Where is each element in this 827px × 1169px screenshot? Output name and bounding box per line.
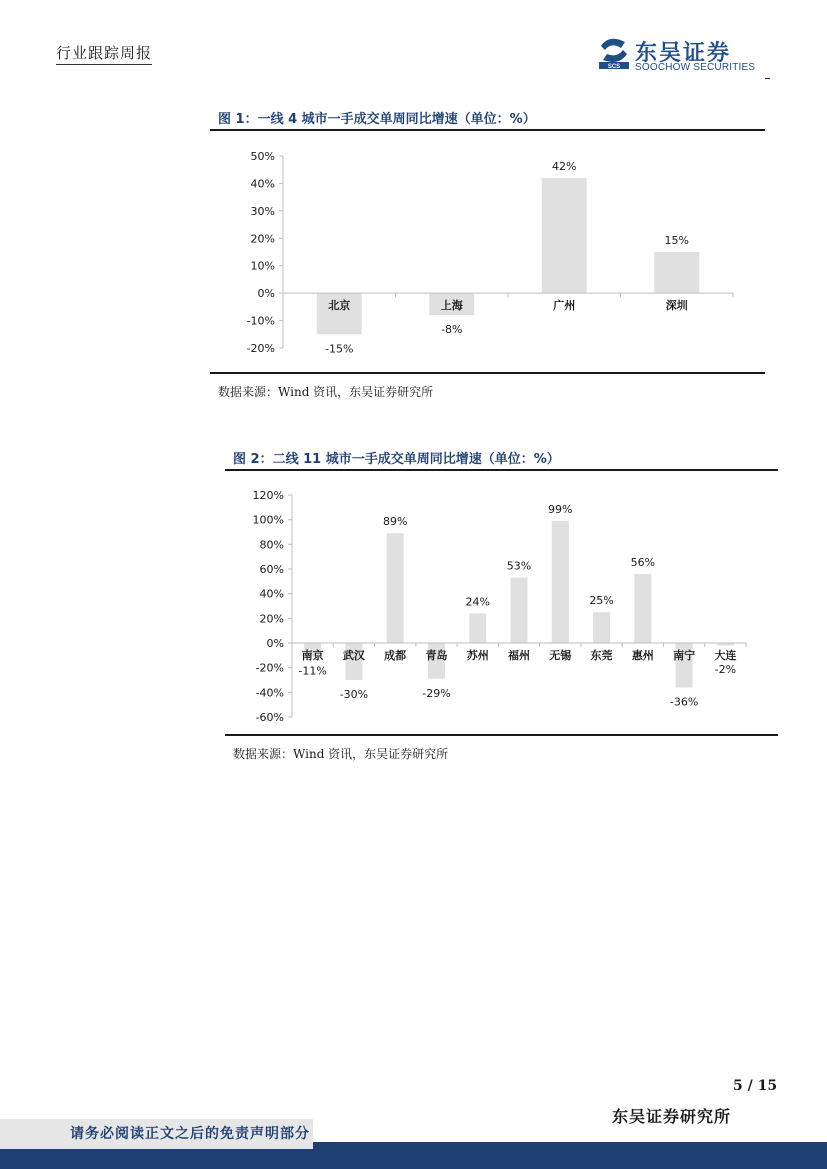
bar <box>387 533 404 643</box>
category-label: 南京 <box>301 649 324 662</box>
figure2-bar-chart <box>225 478 778 733</box>
company-logo <box>597 36 772 76</box>
footer-organization: 东吴证券研究所 <box>612 1107 732 1126</box>
figure2-top-rule <box>225 469 778 471</box>
data-label: 25% <box>589 594 614 608</box>
y-tick-label: 20% <box>259 612 284 626</box>
data-label: 99% <box>548 502 573 516</box>
y-tick-label: 10% <box>250 259 275 273</box>
data-label: 15% <box>664 234 689 247</box>
data-label: -15% <box>325 342 354 356</box>
category-label: 青岛 <box>425 649 448 662</box>
category-label: 苏州 <box>466 649 489 662</box>
category-label: 广州 <box>553 299 576 313</box>
data-label: -2% <box>714 663 737 676</box>
data-label: -8% <box>441 323 463 337</box>
figure1-title: 图 1：一线 4 城市一手成交单周同比增速（单位：%） <box>218 112 536 127</box>
disclaimer-notice: 请务必阅读正文之后的免责声明部分 <box>0 1119 313 1149</box>
y-tick-label: -10% <box>246 314 275 328</box>
figure1-top-rule <box>210 129 765 131</box>
y-tick-label: -60% <box>255 711 284 724</box>
figure2-title: 图 2：二线 11 城市一手成交单周同比增速（单位：%） <box>233 452 560 467</box>
data-label: 53% <box>506 559 532 573</box>
figure1-bar-chart <box>210 140 765 370</box>
logo-chinese-name: 东吴证券 <box>635 41 732 66</box>
category-label: 无锡 <box>549 649 572 662</box>
y-tick-label: 40% <box>250 177 275 191</box>
y-tick-label: 0% <box>266 637 284 650</box>
y-tick-label: 60% <box>259 563 284 576</box>
category-label: 武汉 <box>342 649 365 662</box>
svg-text:SCS: SCS <box>607 64 621 70</box>
category-label: 北京 <box>328 299 351 313</box>
data-label: 56% <box>630 555 656 569</box>
data-label: 89% <box>382 515 408 529</box>
y-tick-label: 0% <box>257 287 275 301</box>
y-tick-label: 50% <box>250 150 275 163</box>
y-tick-label: 40% <box>259 587 284 601</box>
y-tick-label: -20% <box>246 342 275 355</box>
bar <box>593 612 610 643</box>
logo-mark-icon <box>597 36 631 70</box>
y-tick-label: 100% <box>252 513 284 527</box>
category-label: 成都 <box>384 649 407 662</box>
y-tick-label: 30% <box>250 204 275 218</box>
category-label: 深圳 <box>665 299 688 313</box>
figure1-source: 数据来源：Wind 资讯，东吴证券研究所 <box>218 385 434 399</box>
header-mark <box>765 78 770 79</box>
bar <box>634 574 651 643</box>
bar <box>552 521 569 643</box>
bar <box>542 178 587 293</box>
category-label: 上海 <box>440 299 463 313</box>
category-label: 南宁 <box>673 649 696 662</box>
bar <box>511 578 528 643</box>
bar <box>654 252 699 293</box>
logo-english-name: SOOCHOW SECURITIES <box>635 62 756 73</box>
data-label: 24% <box>465 595 490 609</box>
figure1-bottom-rule <box>210 372 765 374</box>
figure2-bottom-rule <box>225 734 778 736</box>
y-tick-label: -20% <box>255 661 284 675</box>
data-label: 42% <box>552 159 577 173</box>
data-label: -29% <box>422 686 451 700</box>
category-label: 东莞 <box>590 649 613 662</box>
y-tick-label: 120% <box>252 489 284 502</box>
bar <box>469 613 486 643</box>
y-tick-label: -40% <box>255 686 284 700</box>
category-label: 福州 <box>508 649 530 662</box>
figure2-source: 数据来源：Wind 资讯，东吴证券研究所 <box>233 747 449 761</box>
data-label: -30% <box>339 688 369 701</box>
y-tick-label: 20% <box>250 232 275 246</box>
data-label: -11% <box>298 664 327 678</box>
report-type-title: 行业跟踪周报 <box>56 42 152 65</box>
category-label: 惠州 <box>631 649 654 662</box>
page-number: 5 / 15 <box>733 1078 778 1094</box>
y-tick-label: 80% <box>259 538 284 552</box>
data-label: -36% <box>669 695 699 709</box>
category-label: 大连 <box>714 649 737 662</box>
